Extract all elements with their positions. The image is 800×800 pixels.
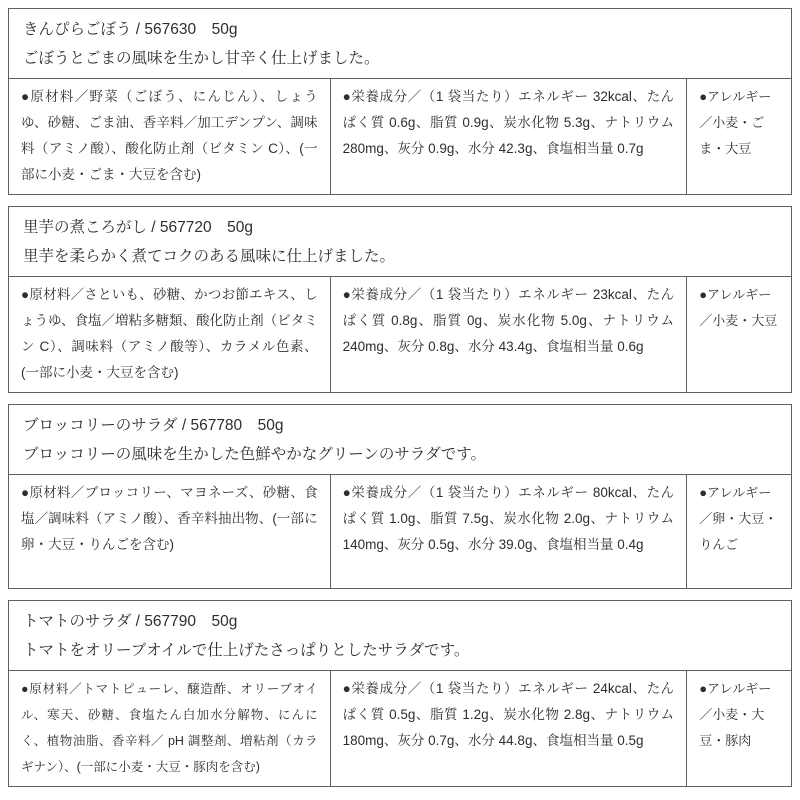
product-card-tomato-salad [8, 600, 792, 787]
product-detail-row [9, 78, 791, 194]
product-header [9, 601, 791, 670]
product-title: 里芋の煮ころがし / 567720 50g [23, 219, 254, 236]
ingredients-cell: ●原材料／野菜（ごぼう、にんじん）、しょうゆ、砂糖、ごま油、香辛料／加工デンプン、調味料（アミノ酸）、酸化防止剤（ビタミン C）、(一部に小麦・ごま・大豆を含む) [21, 89, 318, 182]
product-description: 里芋を柔らかく煮てコクのある風味に仕上げました。 [23, 248, 396, 265]
allergy-cell: ●アレルギー／小麦・大豆・豚肉 [686, 671, 791, 786]
ingredients-cell: ●原材料／トマトピューレ、醸造酢、オリーブオイル、寒天、砂糖、食塩たん白加水分解物、にんにく、植物油脂、香辛料／ pH 調整剤、増粘剤（カラギナン）、(一部に小麦・大豆・豚肉を含む) [21, 682, 318, 774]
product-card-broccoli-salad [8, 404, 792, 589]
nutrition-cell: ●栄養成分／（1 袋当たり）エネルギー 32kcal、たんぱく質 0.6g、脂質 0.9g、炭水化物 5.3g、ナトリウム 280mg、灰分 0.9g、水分 42.3g、食塩相当量 0.7g [330, 79, 687, 194]
product-header [9, 405, 791, 474]
allergy-cell: ●アレルギー／小麦・ごま・大豆 [686, 79, 791, 194]
ingredients-cell: ●原材料／ブロッコリー、マヨネーズ、砂糖、食塩／調味料（アミノ酸）、香辛料抽出物、(一部に卵・大豆・りんごを含む) [21, 485, 318, 552]
product-description: トマトをオリーブオイルで仕上げたさっぱりとしたサラダです。 [23, 642, 470, 659]
product-detail-row [9, 670, 791, 786]
ingredients-cell: ●原材料／さといも、砂糖、かつお節エキス、しょうゆ、食塩／増粘多糖類、酸化防止剤（ビタミン C）、調味料（アミノ酸等）、カラメル色素、(一部に小麦・大豆を含む) [21, 287, 318, 380]
product-detail-row [9, 474, 791, 588]
product-title: トマトのサラダ / 567790 50g [23, 613, 238, 630]
product-header [9, 9, 791, 78]
product-description: ごぼうとごまの風味を生かし甘辛く仕上げました。 [23, 50, 380, 67]
product-description: ブロッコリーの風味を生かした色鮮やかなグリーンのサラダです。 [23, 446, 486, 463]
product-detail-row [9, 276, 791, 392]
product-title: ブロッコリーのサラダ / 567780 50g [23, 417, 284, 434]
nutrition-cell: ●栄養成分／（1 袋当たり）エネルギー 24kcal、たんぱく質 0.5g、脂質 1.2g、炭水化物 2.8g、ナトリウム 180mg、灰分 0.7g、水分 44.8g、食塩相当量 0.5g [330, 671, 687, 786]
product-card-kinpira-gobo [8, 8, 792, 195]
allergy-cell: ●アレルギー／小麦・大豆 [686, 277, 791, 392]
allergy-cell: ●アレルギー／卵・大豆・りんご [686, 475, 791, 588]
nutrition-cell: ●栄養成分／（1 袋当たり）エネルギー 80kcal、たんぱく質 1.0g、脂質 7.5g、炭水化物 2.0g、ナトリウム 140mg、灰分 0.5g、水分 39.0g、食塩相当量 0.4g [330, 475, 687, 588]
product-header [9, 207, 791, 276]
product-card-satoimo-nikorogashi [8, 206, 792, 393]
nutrition-cell: ●栄養成分／（1 袋当たり）エネルギー 23kcal、たんぱく質 0.8g、脂質 0g、炭水化物 5.0g、ナトリウム 240mg、灰分 0.8g、水分 43.4g、食塩相当量 0.6g [330, 277, 687, 392]
product-title: きんぴらごぼう / 567630 50g [23, 21, 238, 38]
